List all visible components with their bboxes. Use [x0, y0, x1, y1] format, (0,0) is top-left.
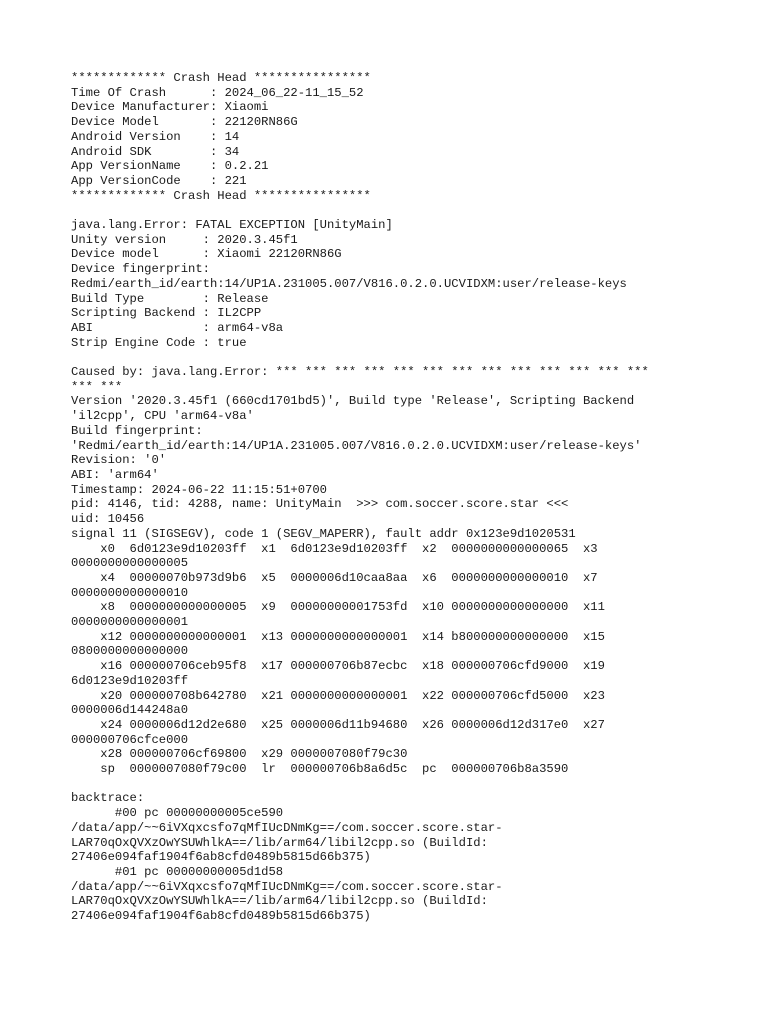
log-line: x12 0000000000000001 x13 0000000000000001 x14 b800000000000000 x15: [71, 629, 605, 644]
log-line: 0000000000000005: [71, 556, 189, 571]
log-line: x8 0000000000000005 x9 00000000001753fd x10 0000000000000000 x11: [71, 600, 605, 615]
log-line: Unity version : 2020.3.45f1: [71, 232, 298, 247]
log-line: Device fingerprint:: [71, 262, 210, 277]
log-line: x0 6d0123e9d10203ff x1 6d0123e9d10203ff x2 0000000000000065 x3: [71, 541, 598, 556]
log-line: Build Type : Release: [71, 291, 269, 306]
log-line: Strip Engine Code : true: [71, 335, 247, 350]
log-line: Redmi/earth_id/earth:14/UP1A.231005.007/V816.0.2.0.UCVIDXM:user/release-keys: [71, 276, 627, 291]
log-line: 'il2cpp', CPU 'arm64-v8a': [71, 409, 254, 424]
log-line: 'Redmi/earth_id/earth:14/UP1A.231005.007/V816.0.2.0.UCVIDXM:user/release-keys': [71, 438, 642, 453]
log-line: x16 000000706ceb95f8 x17 000000706b87ecbc x18 000000706cfd9000 x19: [71, 659, 605, 674]
log-line: 000000706cfce000: [71, 732, 189, 747]
log-line: Timestamp: 2024-06-22 11:15:51+0700: [71, 482, 327, 497]
log-line: Version '2020.3.45f1 (660cd1701bd5)', Build type 'Release', Scripting Backend: [71, 394, 635, 409]
log-line: backtrace:: [71, 791, 145, 806]
log-line: Device Manufacturer: Xiaomi: [71, 100, 269, 115]
log-line: Device model : Xiaomi 22120RN86G: [71, 247, 342, 262]
log-line: 6d0123e9d10203ff: [71, 673, 189, 688]
log-line: Android SDK : 34: [71, 144, 240, 159]
log-line: pid: 4146, tid: 4288, name: UnityMain >>> com.soccer.score.star <<<: [71, 497, 569, 512]
log-line: 27406e094faf1904f6ab8cfd0489b5815d66b375): [71, 850, 371, 865]
log-line: Device Model : 22120RN86G: [71, 115, 298, 130]
log-line: Caused by: java.lang.Error: *** *** *** *** *** *** *** *** *** *** *** *** ***: [71, 365, 649, 380]
log-line: /data/app/~~6iVXqxcsfo7qMfIUcDNmKg==/com.soccer.score.star-: [71, 820, 503, 835]
log-line: Time Of Crash : 2024_06_22-11_15_52: [71, 85, 364, 100]
log-line: 0000006d144248a0: [71, 703, 189, 718]
log-line: x24 0000006d12d2e680 x25 0000006d11b94680 x26 0000006d12d317e0 x27: [71, 717, 605, 732]
log-line: sp 0000007080f79c00 lr 000000706b8a6d5c pc 000000706b8a3590: [71, 762, 569, 777]
log-line: /data/app/~~6iVXqxcsfo7qMfIUcDNmKg==/com.soccer.score.star-: [71, 879, 503, 894]
log-line: 0000000000000001: [71, 615, 189, 630]
log-line: ABI: 'arm64': [71, 467, 159, 482]
crash-log-page: [71, 71, 751, 924]
crash-log-text: [71, 71, 751, 924]
log-line: Build fingerprint:: [71, 423, 203, 438]
log-line: x4 00000070b973d9b6 x5 0000006d10caa8aa x6 0000000000000010 x7: [71, 570, 598, 585]
log-line: #01 pc 00000000005d1d58: [71, 864, 284, 879]
log-line: App VersionCode : 221: [71, 173, 247, 188]
log-line: App VersionName : 0.2.21: [71, 159, 269, 174]
log-line: #00 pc 00000000005ce590: [71, 806, 284, 821]
log-line: Android Version : 14: [71, 129, 240, 144]
log-line: x20 000000708b642780 x21 0000000000000001 x22 000000706cfd5000 x23: [71, 688, 605, 703]
log-line: 0800000000000000: [71, 644, 189, 659]
log-line: x28 000000706cf69800 x29 0000007080f79c30: [71, 747, 408, 762]
log-line: uid: 10456: [71, 512, 145, 527]
log-line: signal 11 (SIGSEGV), code 1 (SEGV_MAPERR), fault addr 0x123e9d1020531: [71, 526, 576, 541]
log-line: Scripting Backend : IL2CPP: [71, 306, 262, 321]
log-line: *** ***: [71, 379, 123, 394]
log-line: LAR70qOxQVXzOwYSUWhlkA==/lib/arm64/libil2cpp.so (BuildId:: [71, 835, 488, 850]
log-line: ************* Crash Head ****************: [71, 71, 371, 85]
log-line: LAR70qOxQVXzOwYSUWhlkA==/lib/arm64/libil2cpp.so (BuildId:: [71, 894, 488, 909]
log-line: ABI : arm64-v8a: [71, 320, 284, 335]
log-line: ************* Crash Head ****************: [71, 188, 371, 203]
log-line: Revision: '0': [71, 453, 167, 468]
log-line: java.lang.Error: FATAL EXCEPTION [UnityMain]: [71, 218, 393, 233]
log-line: 0000000000000010: [71, 585, 189, 600]
log-line: 27406e094faf1904f6ab8cfd0489b5815d66b375): [71, 909, 371, 924]
